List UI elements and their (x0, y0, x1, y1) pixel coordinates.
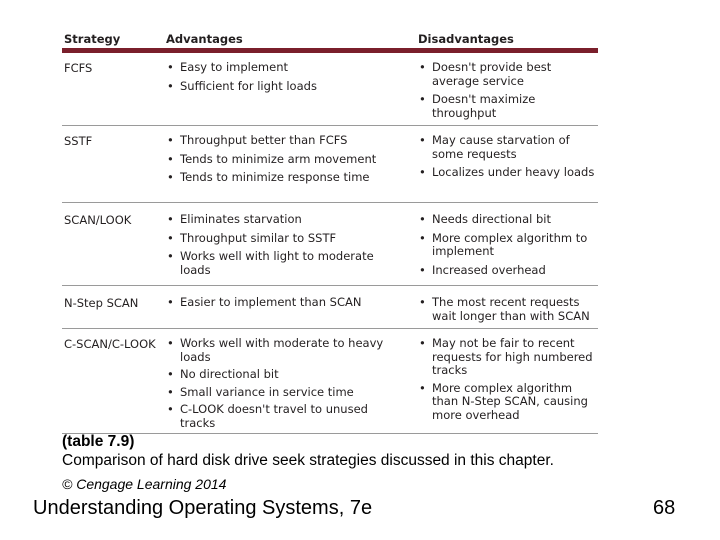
list-item: • Doesn't maximize throughput (419, 92, 536, 120)
advantages-list (166, 296, 406, 315)
list-item: • Throughput similar to SSTF (167, 230, 337, 245)
header-disadvantages: Disadvantages (418, 32, 514, 46)
list-item: • Increased overhead (419, 262, 546, 277)
list-item: • May not be fair to recent requests for high numbered tracks (419, 336, 593, 377)
list-item: • The most recent requests wait longer than with SCAN (419, 295, 590, 323)
disadvantages-list (418, 296, 598, 328)
caption-label: (table 7.9) (62, 433, 135, 450)
table-header (62, 30, 598, 53)
strategy-cell: N-Step SCAN (64, 296, 139, 310)
list-item: • Doesn't provide best average service (419, 60, 552, 88)
list-item: • More complex algorithm than N-Step SCAN, causing more overhead (419, 380, 588, 422)
disadvantages-list (418, 61, 598, 125)
strategy-cell: SCAN/LOOK (64, 213, 132, 227)
list-item: • Works well with light to moderate loads (167, 249, 374, 277)
list-item: • Localizes under heavy loads (419, 165, 595, 179)
list-item: • Tends to minimize response time (167, 170, 370, 184)
list-item: • Throughput better than FCFS (167, 133, 348, 147)
table-caption (62, 432, 554, 470)
advantages-list (166, 213, 406, 282)
table-row (62, 126, 598, 203)
advantages-list (166, 61, 406, 98)
header-strategy: Strategy (64, 32, 121, 46)
disadvantages-list (418, 134, 598, 185)
page-number: 68 (653, 497, 676, 519)
table-row (62, 329, 598, 434)
table-row (62, 53, 598, 126)
list-item: • Small variance in service time (167, 384, 354, 399)
list-item: • Needs directional bit (419, 212, 551, 226)
footer-title: Understanding Operating Systems, 7e (33, 497, 373, 519)
strategy-cell: FCFS (64, 61, 93, 75)
list-item: • Works well with moderate to heavy loads (167, 336, 384, 364)
header-advantages: Advantages (166, 32, 243, 46)
list-item: • Tends to minimize arm movement (167, 151, 377, 166)
list-item: • C-LOOK doesn't travel to unused tracks (167, 402, 368, 430)
advantages-list (166, 337, 406, 434)
list-item: • No directional bit (167, 367, 279, 381)
table-row (62, 286, 598, 329)
advantages-list (166, 134, 406, 190)
strategy-cell: SSTF (64, 134, 93, 148)
list-item: • More complex algorithm to implement (419, 230, 588, 258)
copyright-notice: © Cengage Learning 2014 (62, 476, 227, 492)
disadvantages-list (418, 213, 598, 282)
list-item: • Sufficient for light loads (167, 78, 317, 93)
list-item: • May cause starvation of some requests (419, 133, 570, 161)
list-item: • Easy to implement (167, 60, 289, 74)
strategy-cell: C-SCAN/C-LOOK (64, 337, 156, 351)
disadvantages-list (418, 337, 598, 426)
caption-text: Comparison of hard disk drive seek strategies discussed in this chapter. (62, 452, 554, 469)
seek-strategies-table (62, 30, 598, 434)
table-row (62, 203, 598, 286)
list-item: • Easier to implement than SCAN (167, 295, 362, 309)
list-item: • Eliminates starvation (167, 212, 302, 226)
